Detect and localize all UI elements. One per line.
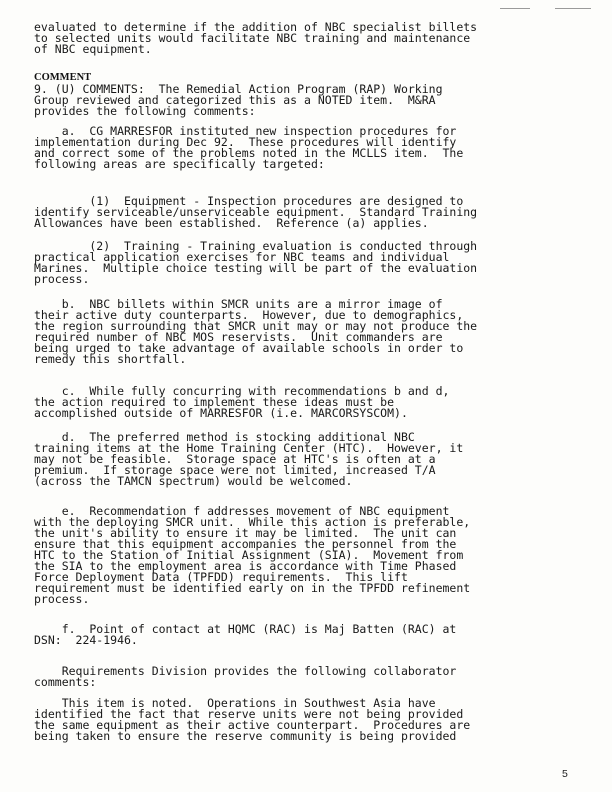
paragraph-a-1: (1) Equipment - Inspection procedures are designed to identify serviceable/unserviceable equipment. Standard Training Allowances have been established. Reference (a) applies. <box>34 194 478 230</box>
paragraph-e: e. Recommendation f addresses movement of NBC equipment with the deploying SMCR unit. While this action is preferable, the unit's ability to ensure it may be limited. The unit can ensure that this equipment accompanies the personnel from the HTC to the Station of Initial Assignment (SIA). Movement from the SIA to the employment area is accordance with Time Phased Force Deployment Data (TPFDD) requirements. This lift requirement must be identified early on in the TPFDD refinement process. <box>34 504 471 606</box>
collaborator-comment-paragraph: This item is noted. Operations in Southwest Asia have identified the fact that reserve units were not being provided the same equipment as their active counterpart. Procedures are being taken to ensure the reserve community is being provided <box>34 696 471 743</box>
paragraph-a: a. CG MARRESFOR instituted new inspection procedures for implementation during Dec 92. These procedures will identify and correct some of the problems noted in the MCLLS item. The following areas are specifically targeted: <box>34 124 464 171</box>
continued-paragraph: evaluated to determine if the addition of NBC specialist billets to selected units would facilitate NBC training and maintenance of NBC equipment. <box>34 20 478 56</box>
scan-mark <box>555 8 591 9</box>
item-9-comments: 9. (U) COMMENTS: The Remedial Action Program (RAP) Working Group reviewed and categorized this as a NOTED item. M&RA provides the following comments: <box>34 82 443 118</box>
paragraph-c: c. While fully concurring with recommendations b and d, the action required to implement these ideas must be accomplished outside of MARRESFOR (i.e. MARCORSYSCOM). <box>34 384 450 420</box>
requirements-division-intro: Requirements Division provides the following collaborator comments: <box>34 664 457 689</box>
paragraph-f: f. Point of contact at HQMC (RAC) is Maj Batten (RAC) at DSN: 224-1946. <box>34 622 457 647</box>
paragraph-a-2: (2) Training - Training evaluation is conducted through practical application exercises for NBC teams and individual Marines. Multiple choice testing will be part of the evaluation process. <box>34 239 478 286</box>
scan-mark <box>500 8 530 9</box>
page-number: 5 <box>562 768 568 780</box>
comment-heading: COMMENT <box>34 72 92 83</box>
paragraph-d: d. The preferred method is stocking additional NBC training items at the Home Training Center (HTC). However, it may not be feasible. Storage space at HTC's is often at a premium. If storage space were not limited, increased T/A (across the TAMCN spectrum) would be welcomed. <box>34 430 464 488</box>
paragraph-b: b. NBC billets within SMCR units are a mirror image of their active duty counterparts. However, due to demographics, the region surrounding that SMCR unit may or may not produce the required number of NBC MOS reservists. Unit commanders are being urged to take advantage of available schools in order to remedy this shortfall. <box>34 297 478 366</box>
